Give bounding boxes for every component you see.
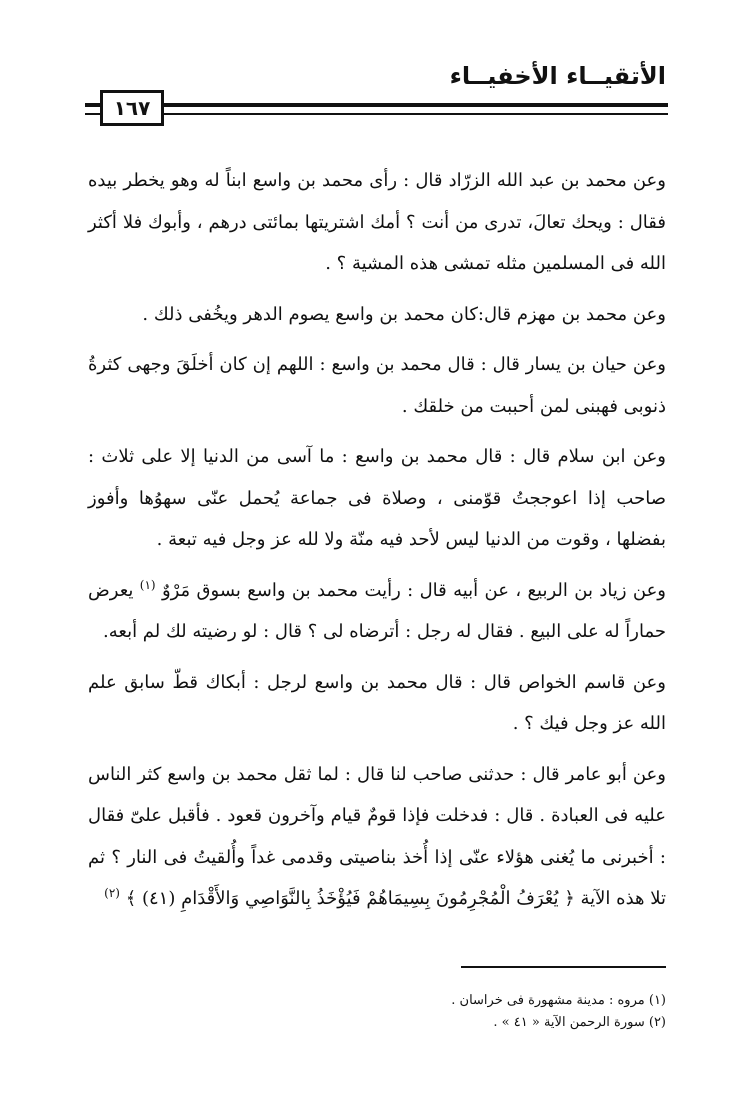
paragraph-with-footnote xyxy=(88,754,666,920)
paragraph: وعن قاسم الخواص قال : قال محمد بن واسع لرجل : أبكاك قطّ سابق علم الله عز وجل فيك ؟ . xyxy=(88,671,666,734)
footnote: (١) مروه : مدينة مشهورة فى خراسان . xyxy=(451,993,666,1008)
running-title: الأتقيــاء الأخفيــاء xyxy=(449,62,666,90)
paragraph: وعن محمد بن عبد الله الزرّاد قال : رأى محمد بن واسع ابناً له وهو يخطر بيده فقال : ويحك تعالَ، تدرى من أنت ؟ أمك اشتريتها بمائتى درهم ، وأبوك فلا أكثر الله فى المسلمين مثله تمشى هذه المشية ؟ . xyxy=(88,170,666,274)
footnote: (٢) سورة الرحمن الآية « ٤١ » . xyxy=(493,1015,666,1030)
page-number: ١٦٧ xyxy=(100,90,164,126)
footnote-ref: (٢) xyxy=(104,886,120,900)
paragraph: وعن محمد بن مهزم قال:كان محمد بن واسع يصوم الدهر ويخُفى ذلك . xyxy=(142,303,666,325)
body-text xyxy=(88,160,666,920)
footnote-ref: (١) xyxy=(139,577,156,592)
header-rule-thin xyxy=(85,113,668,115)
paragraph-body: وعن أبو عامر قال : حدثنى صاحب لنا قال : لما ثقل محمد بن واسع كثر الناس عليه فى العبادة . قال : فدخلت فإذا قومٌ قيام وآخرون قعود . فأقبل علىّ فقال : أخبرنى ما يُغنى هؤلاء عنّى إذا أُخذ بناصيتى وقدمى غداً وأُلقيتُ فى النار ؟ ثم تلا هذه الآية ﴿ يُعْرَفُ الْمُجْرِمُونَ بِسِيمَاهُمْ فَيُؤْخَذُ بِالنَّوَاصِي وَالأَقْدَامِ (٤١) ﴾ xyxy=(88,763,666,909)
paragraph-with-footnote xyxy=(88,570,666,653)
footnote-rule xyxy=(461,966,666,968)
paragraph-lead: وعن زياد بن الربيع ، عن أبيه قال : رأيت محمد بن واسع بسوق مَرْوٌ xyxy=(161,579,666,601)
paragraph: وعن حيان بن يسار قال : قال محمد بن واسع : اللهم إن كان أخلَقَ وجهى كثرةُ ذنوبى فهبنى لمن أحببت من خلقك . xyxy=(88,354,666,417)
paragraph-rest: يعرض حماراً له على البيع . فقال له رجل : أترضاه لى ؟ قال : لو رضيته لك لم أبعه. xyxy=(88,579,666,642)
header-rule-thick xyxy=(85,103,668,107)
footnotes xyxy=(106,990,666,1034)
paragraph: وعن ابن سلام قال : قال محمد بن واسع : ما آسى من الدنيا إلا على ثلاث : صاحب إذا اعوججتُ قوّمنى ، وصلاة فى جماعة يُحمل عنّى سهوُها وأفوز بفضلها ، وقوت من الدنيا ليس لأحد فيه منّة ولا لله عز وجل فيه تبعة . xyxy=(88,446,666,550)
